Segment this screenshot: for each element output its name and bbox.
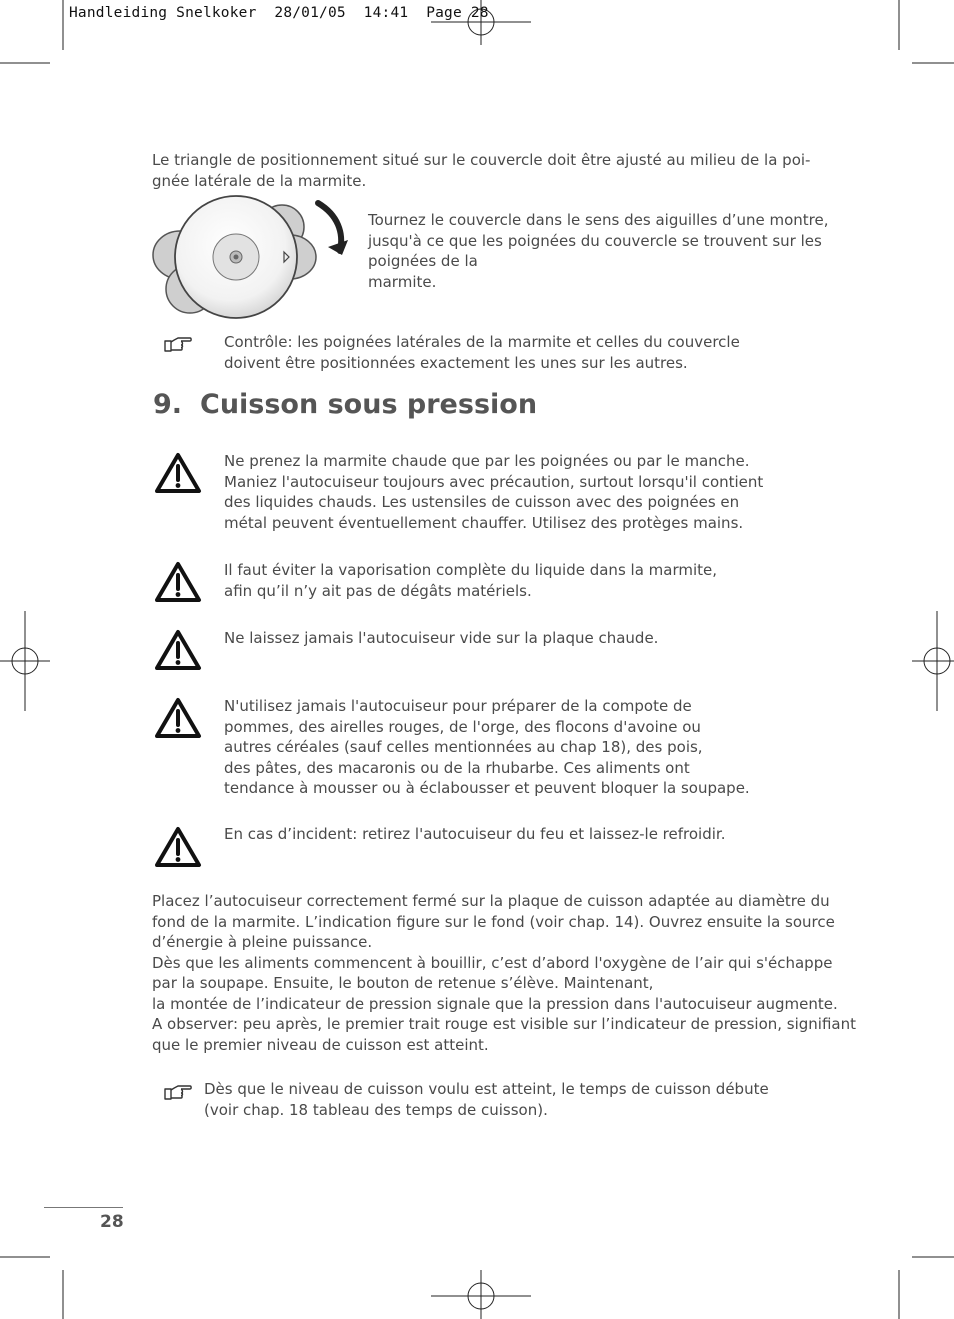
print-slug: Handleiding Snelkoker 28/01/05 14:41 Page 28 [69,5,489,21]
warning-4-text: N'utilisez jamais l'autocuiseur pour préparer de la compote de pommes, des airelles rouges, de l'orge, des flocons d'avoine ou autres céréales (sauf celles mentionnées au chap 18), des pois, des pâtes, des macaronis ou de la rhubarbe. Ces aliments ont tendance à mousser ou à éclabousser et peuvent bloquer la soupape. [224,697,750,797]
page-number-rule [44,1207,123,1208]
warning-3-text: Ne laissez jamais l'autocuiseur vide sur la plaque chaude. [224,629,659,647]
section-title: Cuisson sous pression [200,389,538,420]
warning-triangle-icon [154,561,202,603]
pointing-hand-icon [163,1083,193,1103]
warning-triangle-icon [154,629,202,671]
warning-2-text: Il faut éviter la vaporisation complète du liquide dans la marmite, afin qu’il n’y ait pas de dégâts matériels. [224,561,718,600]
pressure-cooker-lid-illustration [150,195,360,323]
warning-triangle-icon [154,697,202,739]
warning-1-text: Ne prenez la marmite chaude que par les poignées ou par le manche. Maniez l'autocuiseur toujours avec précaution, surtout lorsqu'il contient des liquides chauds. Les ustensiles de cuisson avec des poignées en métal peuvent éventuellement chauffer. Utilisez des protèges mains. [224,452,764,532]
warning-5-text: En cas d’incident: retirez l'autocuiseur du feu et laissez-le refroidir. [224,825,726,843]
warning-triangle-icon [154,826,202,868]
pointing-hand-icon [163,335,193,355]
lid-instruction: Tournez le couvercle dans le sens des aiguilles d’une montre, jusqu'à ce que les poignées du couvercle se trouvent sur les poignées de la marmite. [368,211,829,291]
section-number: 9. [153,389,183,420]
note-timer: Dès que le niveau de cuisson voulu est atteint, le temps de cuisson débute (voir chap. 18 tableau des temps de cuisson). [204,1080,769,1119]
intro-paragraph: Le triangle de positionnement situé sur le couvercle doit être ajusté au milieu de la poi- gnée latérale de la marmite. [152,151,811,190]
warning-triangle-icon [154,452,202,494]
section-heading [153,389,537,420]
page-number: 28 [100,1212,124,1232]
body-paragraph: Placez l’autocuiseur correctement fermé sur la plaque de cuisson adaptée au diamètre du fond de la marmite. L’indication figure sur le fond (voir chap. 14). Ouvrez ensuite la source d’énergie à pleine puissance. Dès que les aliments commencent à bouillir, c’est d’abord l'oxygène de l’air qui s'échappe par la soupape. Ensuite, le bouton de retenue s’élève. Maintenant, la montée de l’indicateur de pression signale que la pression dans l'autocuiseur augmente. A observer: peu après, le premier trait rouge est visible sur l’indicateur de pression, signifiant que le premier niveau de cuisson est atteint. [152,892,856,1054]
note-control: Contrôle: les poignées latérales de la marmite et celles du couvercle doivent être positionnées exactement les unes sur les autres. [224,333,740,372]
